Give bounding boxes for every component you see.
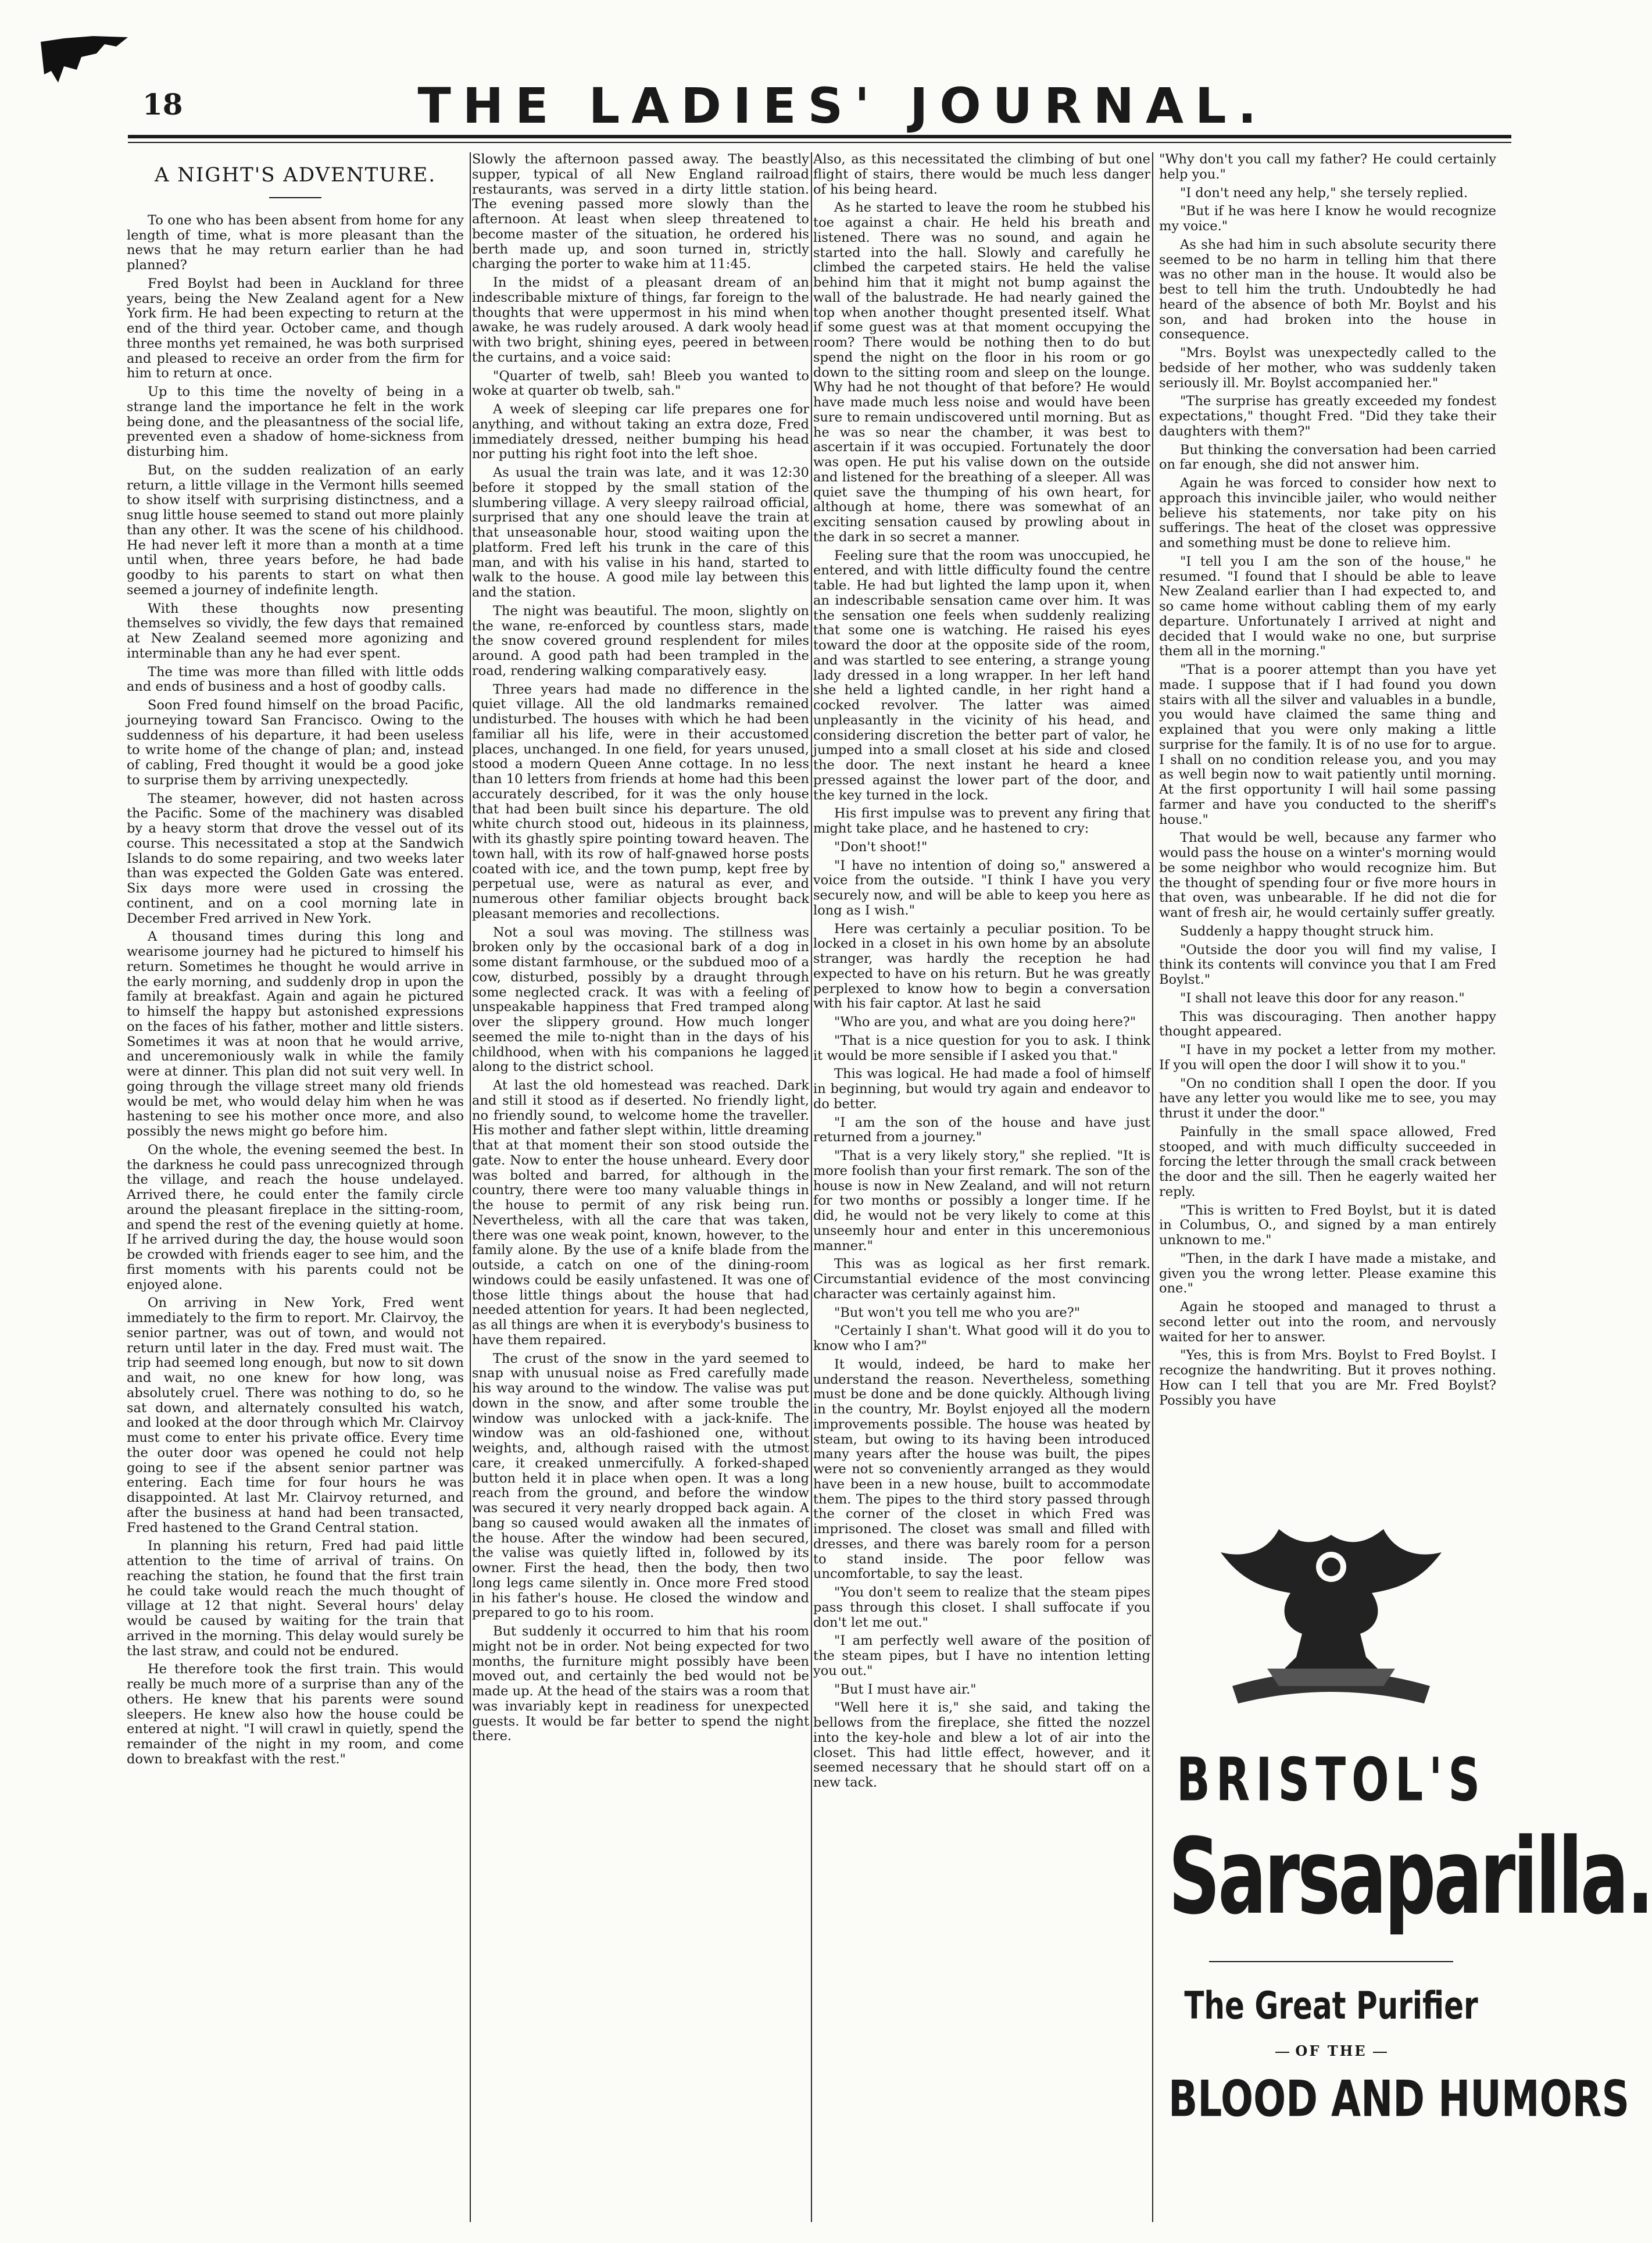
story-paragraph: But, on the sudden realization of an early return, a little village in the Vermont hills seemed to show itself with surprising distinctness, and a snug little house seemed to stand out more plainly than any other. It was the scene of his childhood. He had never left it more than a month at a time until when, three years before, he had bade goodby to his parents to start on what then seemed a journey of indefinite length. xyxy=(127,462,464,598)
story-column-2 xyxy=(472,152,809,2222)
story-paragraph: Feeling sure that the room was unoccupied, he entered, and with little difficulty found the centre table. He had but lighted the lamp upon it, when an indescribable sensation came over him. It was the sensation one feels when suddenly realizing that some one is watching. He raised his eyes toward the door at the opposite side of the room, and was startled to see entering, a strange young lady dressed in a long wrapper. In her left hand she held a lighted candle, in her right hand a cocked revolver. The latter was aimed unpleasantly in the vicinity of his head, and considering discretion the better part of valor, he jumped into a small closet at his side and closed the door. The next instant he heard a knee pressed against the lower part of the door, and the key turned in the lock. xyxy=(813,548,1150,803)
story-paragraph: This was discouraging. Then another happy thought appeared. xyxy=(1159,1009,1496,1040)
story-paragraph: Again he was forced to consider how next to approach this invincible jailer, who would neither believe his statements, nor take pity on his sufferings. The heat of the closet was oppressive and something must be done to relieve him. xyxy=(1159,476,1496,551)
ad-of-the: OF THE xyxy=(1168,2042,1494,2059)
story-paragraph: "But won't you tell me who you are?" xyxy=(834,1305,1081,1320)
page-number: 18 xyxy=(142,87,183,122)
story-paragraph: "But I must have air." xyxy=(834,1681,977,1697)
story-paragraph: His first impulse was to prevent any firing that might take place, and he hastened to cry: xyxy=(813,806,1150,836)
eagle-emblem-icon xyxy=(1209,1512,1453,1721)
column-divider xyxy=(811,152,812,2222)
story-paragraph: Soon Fred found himself on the broad Pacific, journeying toward San Francisco. Owing to the suddenness of his departure, it had been useless to write home of the change of plan; and, instead of cabling, Fred thought it would be a good joke to surprise them by arriving unexpectedly. xyxy=(127,698,464,788)
story-paragraph: "Certainly I shan't. What good will it do you to know who I am?" xyxy=(813,1323,1150,1353)
story-paragraph: The crust of the snow in the yard seemed to snap with unusual noise as Fred carefully made his way around to the window. The valise was put down in the snow, and after some trouble the window was unlocked with a jack-knife. The window was an old-fashioned one, without weights, and, although raised with the utmost care, it creaked unmercifully. A forked-shaped button held it in place when open. It was a long reach from the ground, and before the window was secured it very nearly dropped back again. A bang so caused would awaken all the inmates of the house. After the window had been secured, the valise was quietly lifted in, followed by its owner. First the head, then the body, then two long legs came silently in. Once more Fred stood in his father's house. He closed the window and prepared to go to his room. xyxy=(472,1351,809,1621)
story-paragraph: To one who has been absent from home for any length of time, what is more pleasant than the news that he may return earlier than he had planned? xyxy=(127,212,464,273)
story-paragraph: Slowly the afternoon passed away. The beastly supper, typical of all New England railroad restaurants, was served in a dirty little station. The evening passed more slowly than the afternoon. At least when sleep threatened to become master of the situation, he ordered his berth made up, and soon turned in, strictly charging the porter to wake him at 11:45. xyxy=(472,152,809,272)
story-paragraph: "But if he was here I know he would recognize my voice." xyxy=(1159,203,1496,234)
story-paragraph: A thousand times during this long and wearisome journey had he pictured to himself his return. Sometimes he thought he would arrive in the early morning, and suddenly drop in upon the family at breakfast. Again and again he pictured to himself the happy but astonished expressions on the faces of his father, mother and little sisters. Sometimes it was at noon that he would arrive, and unceremoniously walk in while the family were at dinner. This plan did not suit very well. In going through the village street many old friends would be met, who would delay him when he was hastening to see his mother once more, and also possibly the news might go before him. xyxy=(127,929,464,1140)
story-paragraph: "This is written to Fred Boylst, but it is dated in Columbus, O., and signed by a man entirely unknown to me." xyxy=(1159,1202,1496,1248)
story-paragraph: "I am perfectly well aware of the position of the steam pipes, but I have no intention letting you out." xyxy=(813,1633,1150,1678)
column-divider xyxy=(1152,152,1153,2222)
story-paragraph: In planning his return, Fred had paid little attention to the time of arrival of trains. On reaching the station, he found that the first train he could take would reach the much thought of village at 12 that night. Several hours' delay would be caused by waiting for the train that arrived in the morning. This delay would surely be the last straw, and could not be endured. xyxy=(127,1538,464,1659)
story-paragraph: "Mrs. Boylst was unexpectedly called to the bedside of her mother, who was suddenly taken seriously ill. Mr. Boylst accompanied her." xyxy=(1159,345,1496,391)
story-paragraph: Not a soul was moving. The stillness was broken only by the occasional bark of a dog in some distant farmhouse, or the subdued moo of a cow, disturbed, possibly by a draught through some neglected crack. It was with a feeling of unspeakable happiness that Fred tramped along over the slippery ground. How much longer seemed the mile to-night than in the days of his childhood, when with his companions he lagged along to the district school. xyxy=(472,924,809,1075)
title-rule xyxy=(269,197,321,198)
story-paragraph: This was logical. He had made a fool of himself in beginning, but would try again and endeavor to do better. xyxy=(813,1066,1150,1112)
story-paragraph: "Quarter of twelb, sah! Bleeb you wanted to woke at quarter ob twelb, sah." xyxy=(472,368,809,399)
story-paragraph: The night was beautiful. The moon, slightly on the wane, re-enforced by countless stars, made the snow covered ground resplendent for miles around. A good path had been trampled in the road, rendering walking comparatively easy. xyxy=(472,603,809,678)
story-paragraph: Here was certainly a peculiar position. To be locked in a closet in his own home by an absolute stranger, was hardly the reception he had expected to have on his return. But he was greatly perplexed to know how to begin a conversation with his fair captor. At last he said xyxy=(813,921,1150,1012)
story-paragraph: "I have in my pocket a letter from my mother. If you will open the door I will show it to you." xyxy=(1159,1042,1496,1073)
story-paragraph: This was as logical as her first remark. Circumstantial evidence of the most convincing character was certainly against him. xyxy=(813,1256,1150,1302)
story-paragraph: Also, as this necessitated the climbing of but one flight of stairs, there would be much less danger of his being heard. xyxy=(813,152,1150,197)
ad-blood-and-humors: BLOOD AND HUMORS xyxy=(1168,2070,1630,2128)
story-paragraph: In the midst of a pleasant dream of an indescribable mixture of things, far foreign to the thoughts that were uppermost in his mind when awake, he was rudely aroused. A dark wooly head with two bright, shining eyes, peered in between the curtains, and a voice said: xyxy=(472,275,809,365)
story-paragraph: But thinking the conversation had been carried on far enough, she did not answer him. xyxy=(1159,442,1496,473)
story-paragraph: "Outside the door you will find my valise, I think its contents will convince you that I am Fred Boylst." xyxy=(1159,942,1496,987)
ad-tagline: The Great Purifier xyxy=(1184,1984,1478,2028)
story-paragraph: "I don't need any help," she tersely replied. xyxy=(1180,185,1468,201)
story-paragraph: Painfully in the small space allowed, Fred stooped, and with much difficulty succeeded in forcing the letter through the small crack between the door and the sill. Then he eagerly waited her reply. xyxy=(1159,1124,1496,1199)
story-paragraph: That would be well, because any farmer who would pass the house on a winter's morning would be some neighbor who would recognize him. But the thought of spending four or five more hours in that oven, was unbearable. If he did not die for want of fresh air, he would certainly suffer greatly. xyxy=(1159,830,1496,920)
story-paragraph: But suddenly it occurred to him that his room might not be in order. Not being expected for two months, the furniture might possibly have been moved out, and certainly the bed would not be made up. At the head of the stairs was a room that was invariably kept in readiness for unexpected guests. It would be far better to spend the night there. xyxy=(472,1624,809,1744)
story-paragraph: The time was more than filled with little odds and ends of business and a host of goodby calls. xyxy=(127,664,464,695)
story-paragraph: "I have no intention of doing so," answered a voice from the outside. "I think I have you very securely now, and will be able to keep you here as long as I wish." xyxy=(813,858,1150,918)
story-title: A NIGHT'S ADVENTURE. xyxy=(154,163,437,187)
story-paragraph: A week of sleeping car life prepares one for anything, and without taking an extra doze, Fred immediately dressed, neither bumping his head nor putting his right foot into the left shoe. xyxy=(472,402,809,462)
torn-corner-mark xyxy=(41,36,128,88)
ad-rule xyxy=(1209,1961,1453,1962)
story-column-3 xyxy=(813,152,1150,2222)
story-paragraph: "On no condition shall I open the door. If you have any letter you would like me to see, you may thrust it under the door." xyxy=(1159,1076,1496,1121)
story-paragraph: "Who are you, and what are you doing here?" xyxy=(834,1015,1136,1030)
ad-product-name: Sarsaparilla. xyxy=(1168,1816,1652,1938)
story-paragraph: As he started to leave the room he stubbed his toe against a chair. He held his breath and listened. There was no sound, and again he started into the hall. Slowly and carefully he climbed the carpeted stairs. He held the valise behind him that it might not bump against the wall of the balustrade. He had nearly gained the top when another thought presented itself. What if some guest was at that moment occupying the room? There would be nothing then to do but spend the night on the floor in his room or go down to the sitting room and sleep on the lounge. Why had he not thought of that before? He would have made much less noise and would have been sure to remain undiscovered until morning. But as he was so near the chamber, it was best to ascertain if it was occupied. Fortunately the door was open. He put his valise down on the outside and listened for the breathing of a sleeper. All was quiet save the thumping of his own heart, for although at home, there was somewhat of an exciting sensation caused by prowling about in the dark in so secret a manner. xyxy=(813,200,1150,545)
story-paragraph: "That is a nice question for you to ask. I think it would be more sensible if I asked you that." xyxy=(813,1033,1150,1063)
story-paragraph: Again he stooped and managed to thrust a second letter out into the room, and nervously waited for her to answer. xyxy=(1159,1299,1496,1345)
story-column-4 xyxy=(1159,152,1496,1490)
story-column-1 xyxy=(127,152,464,2222)
bristols-sarsaparilla-ad xyxy=(1168,1512,1652,2198)
column-divider xyxy=(470,152,471,2222)
story-paragraph: On the whole, the evening seemed the best. In the darkness he could pass unrecognized through the village, and reach the house undelayed. Arrived there, he could enter the family circle around the pleasant fireplace in the sitting-room, and spend the rest of the evening quietly at home. If he arrived during the day, the house would soon be crowded with friends eager to see him, and the first moments with his parents could not be enjoyed alone. xyxy=(127,1142,464,1292)
story-paragraph: "That is a very likely story," she replied. "It is more foolish than your first remark. The son of the house is now in New Zealand, and will not return for two months or possibly a longer time. If he did, he would not be very likely to come at this unseemly hour and enter in this unceremonious manner." xyxy=(813,1148,1150,1253)
story-paragraph: It would, indeed, be hard to make her understand the reason. Nevertheless, something must be done and be done quickly. Although living in the country, Mr. Boylst enjoyed all the modern improvements possible. The house was heated by steam, but owing to its having been introduced many years after the house was built, the pipes were not so conveniently arranged as they would have been in a new house, built to accommodate them. The pipes to the third story passed through the corner of the closet in which Fred was imprisoned. The closet was small and filled with dresses, and there was barely room for a person to stand inside. The poor fellow was uncomfortable, to say the least. xyxy=(813,1356,1150,1582)
story-paragraph: "Then, in the dark I have made a mistake, and given you the wrong letter. Please examine this one." xyxy=(1159,1251,1496,1296)
story-paragraph: He therefore took the first train. This would really be much more of a surprise than any of the others. He knew that his parents were sound sleepers. He knew also how the house could be entered at night. "I will crawl in quietly, spend the remainder of the night in my room, and come down to breakfast with the rest." xyxy=(127,1662,464,1767)
story-paragraph: "Yes, this is from Mrs. Boylst to Fred Boylst. I recognize the handwriting. But it proves nothing. How can I tell that you are Mr. Fred Boylst? Possibly you have xyxy=(1159,1348,1496,1408)
story-paragraph: With these thoughts now presenting themselves so vividly, the few days that remained at New Zealand seemed more agonizing and interminable than any he had ever spent. xyxy=(127,601,464,661)
story-paragraph: "The surprise has greatly exceeded my fondest expectations," thought Fred. "Did they take their daughters with them?" xyxy=(1159,394,1496,439)
story-paragraph: Suddenly a happy thought struck him. xyxy=(1180,923,1434,939)
story-paragraph: "I am the son of the house and have just returned from a journey." xyxy=(813,1115,1150,1145)
header-rule xyxy=(128,135,1511,138)
story-paragraph: As she had him in such absolute security there seemed to be no harm in telling him that there was no other man in the house. It would also be best to tell him the truth. Undoubtedly he had heard of the absence of both Mr. Boylst and his son, and had broken into the house in consequence. xyxy=(1159,237,1496,342)
story-paragraph: "I tell you I am the son of the house," he resumed. "I found that I should be able to leave New Zealand earlier than I had expected to, and so came home without cabling them of my early departure. Unfortunately I arrived at night and decided that I would wake no one, but surprise them all in the morning." xyxy=(1159,553,1496,659)
story-paragraph: "Why don't you call my father? He could certainly help you." xyxy=(1159,152,1496,182)
story-paragraph: The steamer, however, did not hasten across the Pacific. Some of the machinery was disabled by a heavy storm that drove the vessel out of its course. This necessitated a stop at the Sandwich Islands to do some repairing, and two weeks later than was expected the Golden Gate was entered. Six days more were used in crossing the continent, and on a cool morning late in December Fred arrived in New York. xyxy=(127,791,464,926)
story-paragraph: As usual the train was late, and it was 12:30 before it stopped by the small station of the slumbering village. A very sleepy railroad official, surprised that any one should leave the train at that unseasonable hour, stood waiting upon the platform. Fred left his trunk in the care of this man, and with his valise in his hand, started to walk to the house. A good mile lay between this and the station. xyxy=(472,465,809,600)
story-paragraph: Three years had made no difference in the quiet village. All the old landmarks remained undisturbed. The houses with which he had been familiar all his life, were in their accustomed places, unchanged. In one field, for years unused, stood a modern Queen Anne cottage. In no less than 10 letters from friends at home had this been accurately described, for it was the only house that had been built since his departure. The old white church stood out, hideous in its plainness, with its ghastly spire pointing toward heaven. The town hall, with its row of half-gnawed horse posts coated with ice, and the town pump, kept free by perpetual use, were as natural as ever, and numerous other familiar objects brought back pleasant memories and recollections. xyxy=(472,681,809,922)
story-paragraph: On arriving in New York, Fred went immediately to the firm to report. Mr. Clairvoy, the senior partner, was out of town, and would not return until later in the day. Fred must wait. The trip had seemed long enough, but now to sit down and wait, no one knew for how long, was absolutely cruel. There was nothing to do, so he sat down, and alternately consulted his watch, and looked at the door through which Mr. Clairvoy must come to enter his private office. Every time the outer door was opened he could not help going to see if the absent senior partner was entering. Each time for four hours he was disappointed. At last Mr. Clairvoy returned, and after the business at hand had been transacted, Fred hastened to the Grand Central station. xyxy=(127,1295,464,1535)
story-paragraph: "You don't seem to realize that the steam pipes pass through this closet. I shall suffocate if you don't let me out." xyxy=(813,1585,1150,1630)
story-paragraph: Up to this time the novelty of being in a strange land the importance he felt in the work being done, and the pleasantness of the social life, prevented even a shadow of home-sickness from disturbing him. xyxy=(127,384,464,460)
story-paragraph: Fred Boylst had been in Auckland for three years, being the New Zealand agent for a New York firm. He had been expecting to return at the end of the third year. October came, and though three months yet remained, he was both surprised and pleased to receive an order from the firm for him to return at once. xyxy=(127,276,464,381)
ad-brand-name: BRISTOL'S xyxy=(1176,1744,1486,1815)
masthead-title: THE LADIES' JOURNAL. xyxy=(417,77,1268,134)
story-paragraph: "I shall not leave this door for any reason." xyxy=(1180,990,1465,1006)
header-rule-thin xyxy=(128,142,1511,143)
story-paragraph: "That is a poorer attempt than you have yet made. I suppose that if I had found you down stairs with all the silver and valuables in a bundle, you would have claimed the same thing and explained that you were only making a little surprise for the family. It is of no use for to argue. I shall on no condition release you, and you may as well begin now to wait patiently until morning. At the first opportunity I will hail some passing farmer and have you conducted to the sheriff's house." xyxy=(1159,662,1496,827)
story-paragraph: "Well here it is," she said, and taking the bellows from the fireplace, she fitted the nozzel into the key-hole and blew a lot of air into the closet. This had little effect, however, and it seemed necessary that he should start off on a new tack. xyxy=(813,1700,1150,1790)
story-paragraph: "Don't shoot!" xyxy=(834,839,928,855)
story-paragraph: At last the old homestead was reached. Dark and still it stood as if deserted. No friendly light, no friendly sound, to welcome home the traveller. His mother and father slept within, little dreaming that at that moment their son stood outside the gate. Now to enter the house unheard. Every door was bolted and barred, for although in the country, there were too many valuable things in the house to permit of any risk being run. Nevertheless, with all the care that was taken, there was one weak point, known, however, to the family alone. By the use of a knife blade from the outside, a catch on one of the dining-room windows could be easily unfastened. It was one of those little things about the house that had needed attention for years. It had been neglected, as all things are when it is everybody's business to have them repaired. xyxy=(472,1078,809,1348)
